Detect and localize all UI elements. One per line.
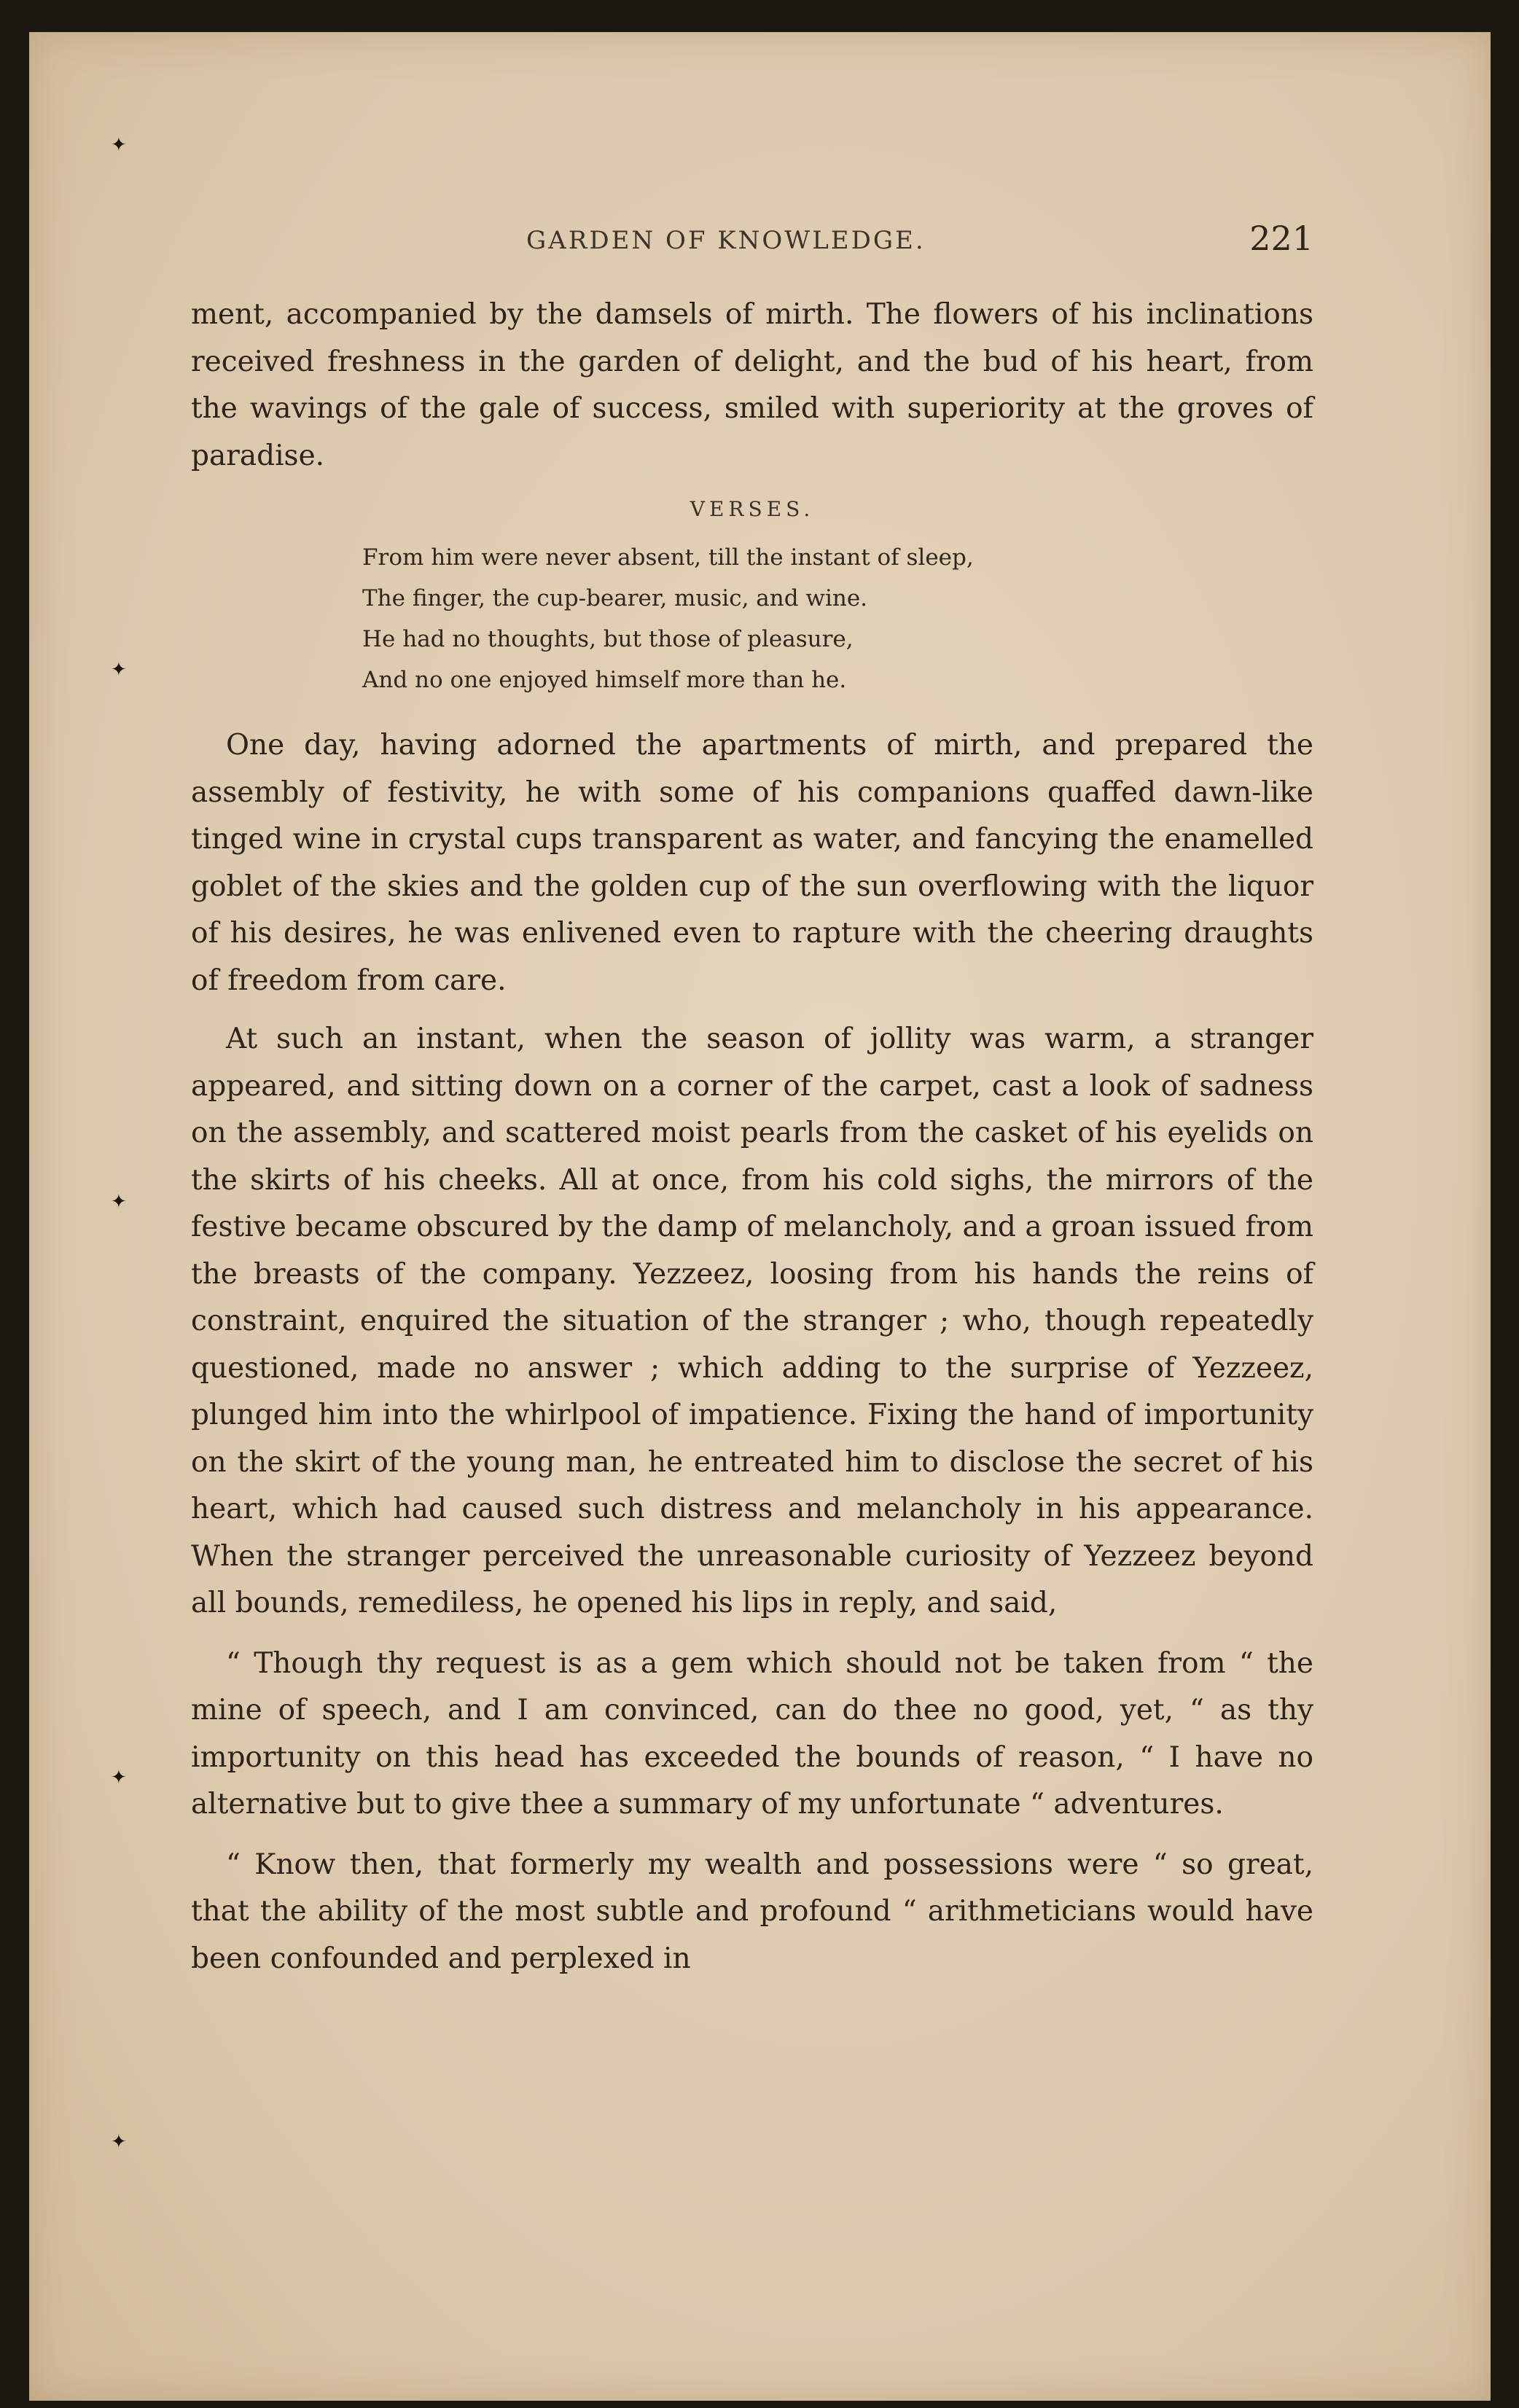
verse-line: And no one enjoyed himself more than he. xyxy=(362,667,847,693)
verse-line: He had no thoughts, but those of pleasure, xyxy=(362,626,854,652)
verse-line: The finger, the cup-bearer, music, and wine. xyxy=(362,585,868,611)
page-number: 221 xyxy=(1249,219,1313,258)
paragraph: One day, having adorned the apartments of mirth, and prepared the assembly of festivity, he with some of his companions quaffed dawn-like tinged wine in crystal cups transparent as water, and fancying the enamelled goblet of the skies and the golden cup of the sun overflowing with the liquor of his desires, he was enlivened even to rapture with the cheering draughts of freedom from care. xyxy=(191,729,1313,997)
margin-mark: ✦ xyxy=(111,134,127,156)
running-title: GARDEN OF KNOWLEDGE. xyxy=(526,226,926,255)
page-text xyxy=(191,219,1313,1982)
margin-mark: ✦ xyxy=(111,659,127,681)
quotation-paragraph: “ Know then, that formerly my wealth and possessions were “ so great, that the ability of the most subtle and profound “ arithmeticians would have been confounded and perplexed in xyxy=(191,1848,1313,1975)
margin-mark: ✦ xyxy=(111,2131,127,2153)
verse-line: From him were never absent, till the instant of sleep, xyxy=(362,544,974,571)
quotation-paragraph: “ Though thy request is as a gem which should not be taken from “ the mine of speech, and I am convinced, can do thee no good, yet, “ as thy importunity on this head has exceeded the bounds of reason, “ I have no alternative but to give thee a summary of my unfortunate “ adventures. xyxy=(191,1646,1313,1821)
verses-heading: VERSES. xyxy=(690,497,815,521)
paragraph: At such an instant, when the season of jollity was warm, a stranger appeared, and sitting down on a corner of the carpet, cast a look of sadness on the assembly, and scattered moist pearls from the casket of his eyelids on the skirts of his cheeks. All at once, from his cold sighs, the mirrors of the festive became obscured by the damp of melancholy, and a groan issued from the breasts of the company. Yezzeez, loosing from his hands the reins of constraint, enquired the situation of the stranger ; who, though repeatedly questioned, made no answer ; which adding to the surprise of Yezzeez, plunged him into the whirlpool of impatience. Fixing the hand of importunity on the skirt of the young man, he entreated him to disclose the secret of his heart, which had caused such distress and melancholy in his appearance. When the stranger perceived the unreasonable curiosity of Yezzeez beyond all bounds, remediless, he opened his lips in reply, and said, xyxy=(191,1023,1313,1619)
running-head xyxy=(191,219,1313,265)
opening-paragraph: ment, accompanied by the damsels of mirth. The flowers of his inclinations received freshness in the garden of delight, and the bud of his heart, from the wavings of the gale of success, smiled with superiority at the groves of paradise. xyxy=(191,298,1313,472)
verse-block xyxy=(362,537,1313,700)
margin-mark: ✦ xyxy=(111,1767,127,1789)
margin-mark: ✦ xyxy=(111,1191,127,1213)
